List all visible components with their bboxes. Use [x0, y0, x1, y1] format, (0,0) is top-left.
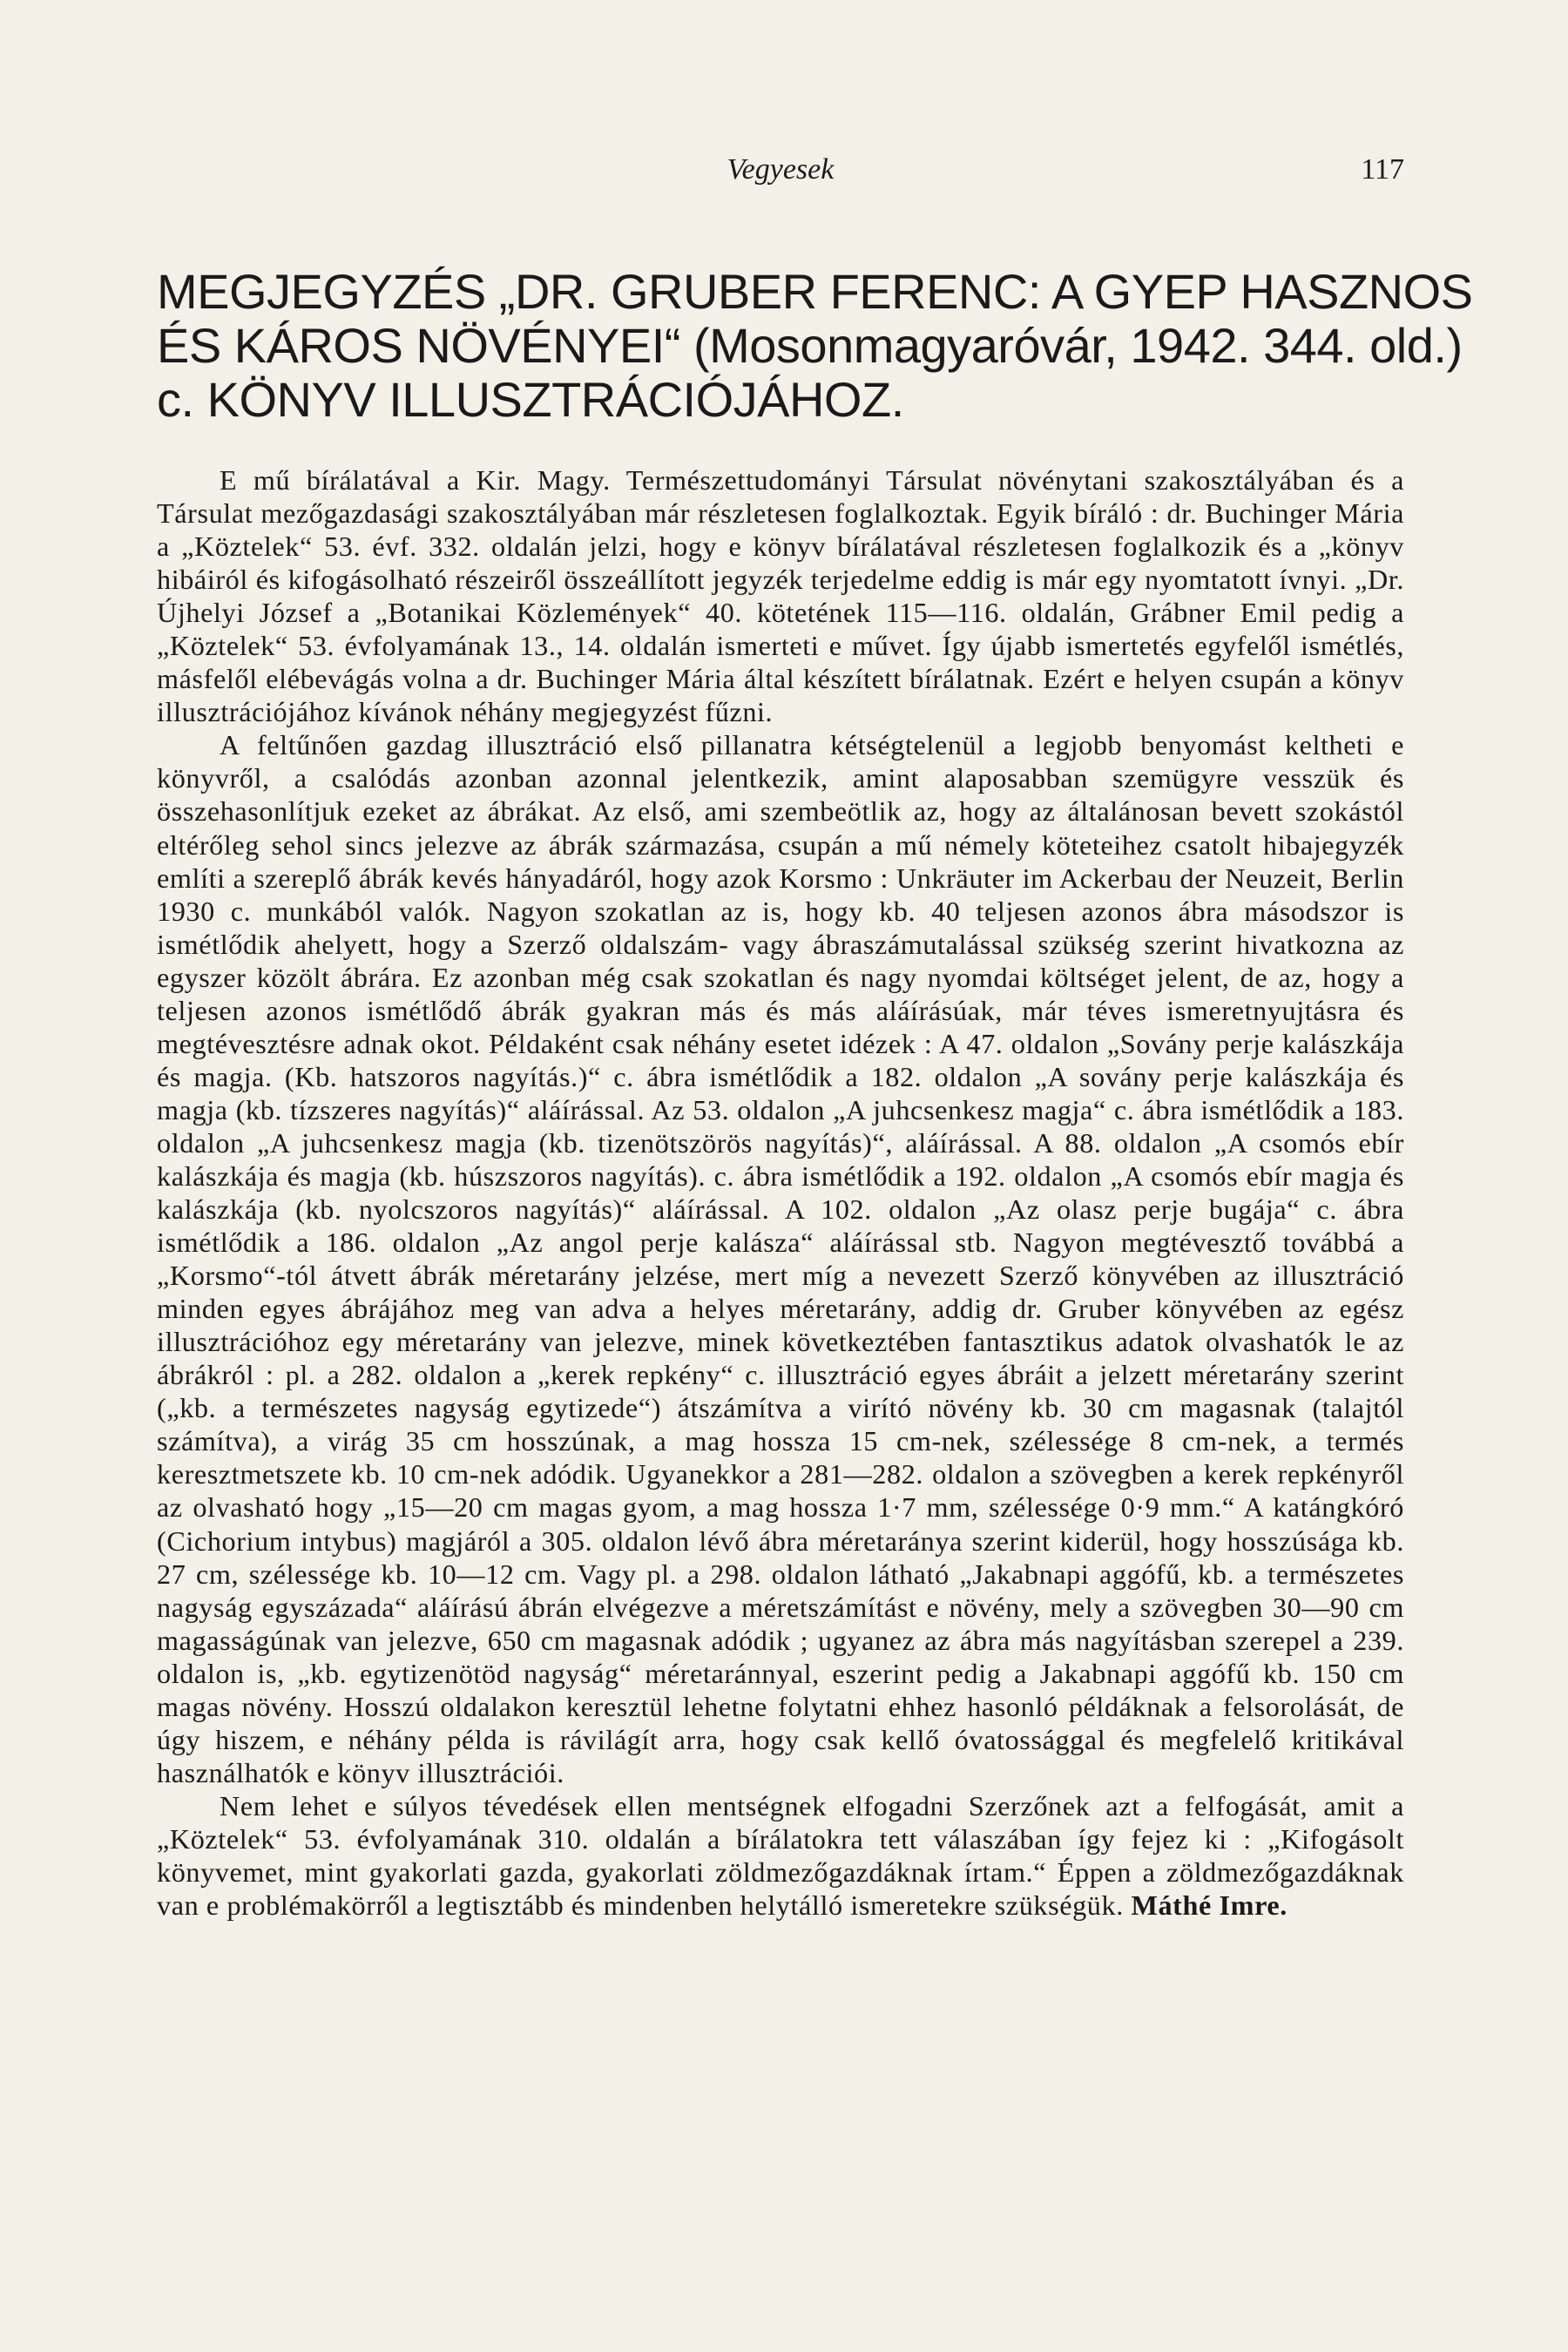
- article-title-line-1: MEGJEGYZÉS „DR. GRUBER FERENC: A GYEP HASZNOS: [157, 264, 1473, 319]
- author-signature: Máthé Imre.: [1131, 1889, 1288, 1922]
- paragraph-2: A feltűnően gazdag illusztráció első pillanatra kétségtelenül a legjobb benyomást keltheti e könyvről, a csalódás azonban azonnal jelentkezik, amint alaposabban szemügyre vesszük és összehasonlítjuk ezeket az ábrákat. Az első, ami szembeötlik az, hogy az általánosan bevett szokástól eltérőleg sehol sincs jelezve az ábrák származása, csupán a mű némely köteteihez csatolt hibajegyzék említi a szereplő ábrák kevés hányadáról, hogy azok Korsmo : Unkräuter im Ackerbau der Neuzeit, Berlin 1930 c. munkából valók. Nagyon szokatlan az is, hogy kb. 40 teljesen azonos ábra másodszor is ismétlődik ahelyett, hogy a Szerző oldalszám- vagy ábraszámutalással szükség szerint hivatkozna az egyszer közölt ábrára. Ez azonban még csak szokatlan és nagy nyomdai költséget jelent, de az, hogy a teljesen azonos ismétlődő ábrák gyakran más és más aláírásúak, már téves ismeretnyujtásra és megtévesztésre adnak okot. Példaként csak néhány esetet idézek : A 47. oldalon „Sovány perje kalászkája és magja. (Kb. hatszoros nagyítás.)“ c. ábra ismétlődik a 182. oldalon „A sovány perje kalászkája és magja (kb. tízszeres nagyítás)“ aláírással. Az 53. oldalon „A juhcsenkesz magja“ c. ábra ismétlődik a 183. oldalon „A juhcsenkesz magja (kb. tizenötszörös nagyítás)“, aláírással. A 88. oldalon „A csomós ebír kalászkája és magja (kb. húszszoros nagyítás). c. ábra ismétlődik a 192. oldalon „A csomós ebír magja és kalászkája (kb. nyolcszoros nagyítás)“ aláírással. A 102. oldalon „Az olasz perje bugája“ c. ábra ismétlődik a 186. oldalon „Az angol perje kalásza“ aláírással stb. Nagyon megtévesztő továbbá a „Korsmo“-tól átvett ábrák méretarány jelzése, mert míg a nevezett Szerző könyvében az illusztráció minden egyes ábrájához meg van adva a helyes méretarány, addig dr. Gruber könyvében az egész illusztrációhoz egy méretarány van jelezve, minek következtében fantasztikus adatok olvashatók le az ábrákról : pl. a 282. oldalon a „kerek repkény“ c. illusztráció egyes ábráit a jelzett méretarány szerint („kb. a természetes nagyság egytizede“) átszámítva a virító növény kb. 30 cm magasnak (talajtól számítva), a virág 35 cm hosszúnak, a mag hossza 15 cm-nek, szélessége 8 cm-nek, a termés keresztmetszete kb. 10 cm-nek adódik. Ugyanekkor a 281—282. oldalon a szövegben a kerek repkényről az olvasható hogy „15—20 cm magas gyom, a mag hossza 1·7 mm, szélessége 0·9 mm.“ A katángkóró (Cichorium intybus) magjáról a 305. oldalon lévő ábra méretaránya szerint kiderül, hogy hosszúsága kb. 27 cm, szélessége kb. 10—12 cm. Vagy pl. a 298. oldalon látható „Jakabnapi aggófű, kb. a természetes nagyság egyszázada“ aláírású ábrán elvégezve a méretszámítást e növény, mely a szövegben 30—90 cm magasságúnak van jelezve, 650 cm magasnak adódik ; ugyanez az ábra más nagyításban szerepel a 239. oldalon is, „kb. egytizenötöd nagyság“ méretaránnyal, eszerint pedig a Jakabnapi aggófű kb. 150 cm magas növény. Hosszú oldalakon keresztül lehetne folytatni ehhez hasonló példáknak a felsorolását, de úgy hiszem, e néhány példa is rávilágít arra, hogy csak kellő óvatossággal és megfelelő kritikával használhatók e könyv illusztrációi.: [157, 729, 1404, 1788]
- paragraph-3-text: Nem lehet e súlyos tévedések ellen mentségnek elfogadni Szerzőnek azt a felfogását, amit a „Köztelek“ 53. évfolyamának 310. oldalán a bírálatokra tett válaszában így fejez ki : „Kifogásolt könyvemet, mint gyakorlati gazda, gyakorlati zöldmezőgazdáknak írtam.“ Éppen a zöldmezőgazdáknak van e problémakörről a legtisztább és mindenben helytálló ismeretekre szükségük.: [157, 1789, 1404, 1922]
- article-title-line-2: ÉS KÁROS NÖVÉNYEI“ (Mosonmagyaróvár, 1942. 344. old.): [157, 318, 1463, 373]
- article-title: [157, 264, 1473, 427]
- paragraph-3: [157, 1789, 1404, 1922]
- page-number: 117: [1361, 153, 1404, 186]
- document-page: [157, 148, 1473, 1922]
- running-head: [157, 148, 1404, 200]
- article-body: [157, 463, 1404, 1922]
- paragraph-1: E mű bírálatával a Kir. Magy. Természettudományi Társulat növénytani szakosztályában és a Társulat mezőgazdasági szakosztályában már részletesen foglalkoztak. Egyik bíráló : dr. Buchinger Mária a „Köztelek“ 53. évf. 332. oldalán jelzi, hogy e könyv bírálatával részletesen foglalkozik és a „könyv hibáiról és kifogásolható részeiről összeállított jegyzék terjedelme eddig is már egy nyomtatott ívnyi. „Dr. Újhelyi József a „Botanikai Közlemények“ 40. kötetének 115—116. oldalán, Grábner Emil pedig a „Köztelek“ 53. évfolyamának 13., 14. oldalán ismerteti e művet. Így újabb ismertetés egyfelől ismétlés, másfelől elébevágás volna a dr. Buchinger Mária által készített bírálatnak. Ezért e helyen csupán a könyv illusztrációjához kívánok néhány megjegyzést fűzni.: [157, 464, 1404, 728]
- running-title: Vegyesek: [727, 153, 835, 186]
- article-title-line-3: c. KÖNYV ILLUSZTRÁCIÓJÁHOZ.: [157, 372, 904, 427]
